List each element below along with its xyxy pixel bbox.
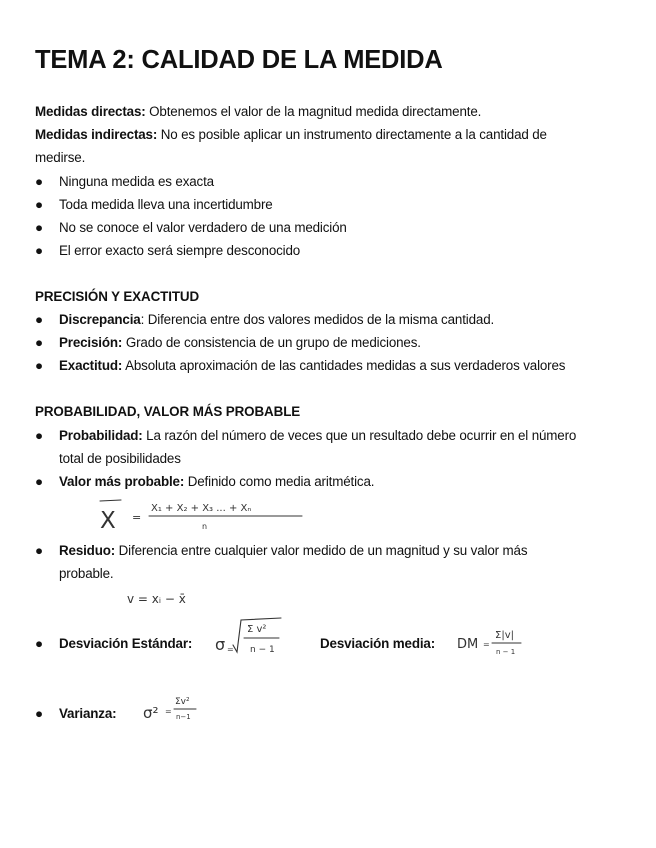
bullet-icon: ● bbox=[35, 312, 43, 327]
bullet-icon: ● bbox=[35, 428, 43, 443]
formula-desviacion-media bbox=[455, 622, 535, 662]
formula-varianza bbox=[141, 690, 221, 726]
formula-residuo bbox=[125, 587, 245, 609]
bullet-icon: ● bbox=[35, 474, 43, 489]
formula-dm-lhs: DM bbox=[457, 637, 479, 652]
formula-residuo-text: v = xᵢ − x̄ bbox=[127, 592, 186, 606]
bullet-icon: ● bbox=[35, 706, 43, 721]
formula-std-denominator: n − 1 bbox=[250, 645, 275, 655]
section-heading-precision: PRECISIÓN Y EXACTITUD bbox=[35, 289, 200, 304]
bullet-icon: ● bbox=[35, 335, 43, 350]
text-medidas-directas: Obtenemos el valor de la magnitud medida directamente. bbox=[145, 104, 482, 119]
formula-dm-numerator: Σ|v| bbox=[495, 630, 514, 641]
def-medidas-indirectas bbox=[35, 123, 547, 146]
formula-mean-lhs: X bbox=[100, 508, 116, 534]
formula-var-denominator: n−1 bbox=[176, 713, 191, 721]
label-desviacion-media: Desviación media: bbox=[320, 636, 436, 651]
section-heading-probabilidad: PROBABILIDAD, VALOR MÁS PROBABLE bbox=[35, 404, 301, 419]
term-medidas-directas: Medidas directas: bbox=[35, 104, 146, 119]
text-medidas-indirectas: No es posible aplicar un instrumento directamente a la cantidad de bbox=[157, 127, 547, 142]
residuo-cont: probable. bbox=[59, 566, 114, 581]
def-medidas-directas bbox=[35, 100, 481, 123]
formula-dm-eq: = bbox=[483, 640, 490, 649]
bullet-icon: ● bbox=[35, 243, 43, 258]
bullet-icon: ● bbox=[35, 358, 43, 373]
def-medidas-indirectas-cont: medirse. bbox=[35, 150, 86, 165]
bullet-icon: ● bbox=[35, 220, 43, 235]
formula-mean-denominator: n bbox=[202, 522, 208, 531]
formula-var-sigma: σ² bbox=[143, 704, 159, 722]
formula-std-eq: = bbox=[227, 645, 234, 654]
bullet-icon: ● bbox=[35, 174, 43, 189]
formula-var-eq: = bbox=[165, 707, 172, 716]
term-medidas-indirectas: Medidas indirectas: bbox=[35, 127, 158, 142]
formula-var-numerator: Σv² bbox=[175, 697, 190, 707]
formula-std-sigma: σ bbox=[215, 635, 226, 654]
probabilidad-cont: total de posibilidades bbox=[59, 451, 181, 466]
bullet-icon: ● bbox=[35, 636, 43, 651]
formula-mean-numerator: X₁ + X₂ + X₃ ... + Xₙ bbox=[151, 503, 252, 514]
bullet-icon: ● bbox=[35, 197, 43, 212]
formula-mean bbox=[97, 496, 337, 536]
mean-overline bbox=[100, 500, 121, 501]
formula-std bbox=[213, 612, 293, 658]
formula-std-numerator: Σ v² bbox=[247, 624, 267, 635]
formula-dm-denominator: n − 1 bbox=[496, 648, 516, 656]
bullet-icon: ● bbox=[35, 543, 43, 558]
formula-mean-eq: = bbox=[132, 511, 142, 524]
page-title: TEMA 2: CALIDAD DE LA MEDIDA bbox=[35, 46, 443, 74]
